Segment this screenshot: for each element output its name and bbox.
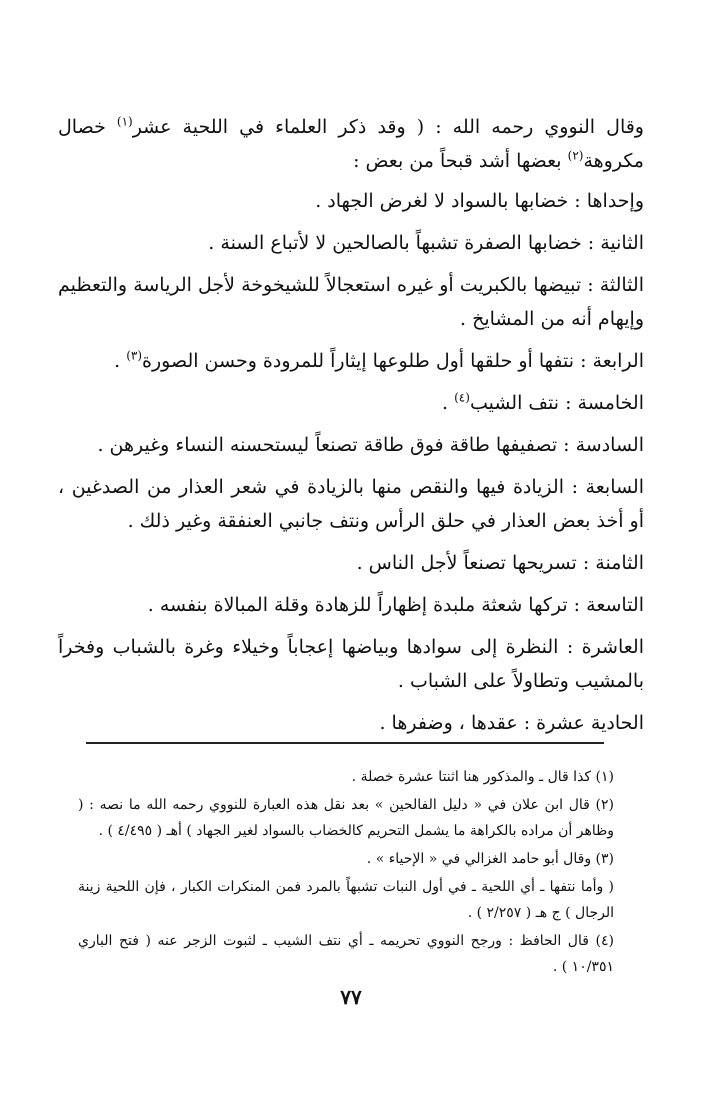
footnote: (٣) وقال أبو حامد الغزالي في « الإحياء » . [366, 851, 614, 867]
footnote: (٢) قال ابن علان في « دليل الفالحين » بعد نقل هذه العبارة للنووي رحمه الله ما نصه : ( وظاهر أن مراده بالكراهة ما يشمل التحريم كالخضاب بالسواد لغير الجهاد ) أهـ ( ٤/٤٩٥ ) . [78, 797, 614, 839]
item-paragraph: الثالثة : تبيضها بالكبريت أو غيره استعجالاً للشيخوخة لأجل الرياسة والتعظيم وإيهام أنه من المشايخ . [58, 274, 644, 330]
item-paragraph: الثانية : خضابها الصفرة تشبهاً بالصالحين لا لأتباع السنة . [208, 232, 644, 254]
footnote-ref-1[interactable]: (١) [116, 114, 133, 129]
intro-text-end: بعضها أشد قبحاً من بعض : [353, 150, 568, 172]
footnote-ref-4[interactable]: (٤) [454, 390, 470, 405]
item-paragraph: التاسعة : تركها شعثة ملبدة إظهاراً للزهادة وقلة المبالاة بنفسه . [147, 594, 644, 616]
page-number: ٧٧ [340, 985, 362, 1009]
intro-paragraph [58, 110, 644, 178]
item-text-end: . [442, 392, 455, 414]
item-paragraph: العاشرة : النظرة إلى سوادها وبياضها إعجاباً وخيلاء وغرة بالشباب وفخراً بالمشيب وتطاولاً على الشباب . [58, 636, 644, 692]
item-paragraph: السابعة : الزيادة فيها والنقص منها بالزيادة في شعر العذار من الصدغين ، أو أخذ بعض العذار في حلق الرأس ونتف جانبي العنفقة وغير ذلك . [58, 476, 644, 532]
item-text: الرابعة : نتفها أو حلقها أول طلوعها إيثاراً للمرودة وحسن الصورة [142, 350, 644, 372]
main-text [58, 110, 644, 748]
footnote-ref-3[interactable]: (٣) [126, 348, 143, 363]
item-paragraph: وإحداها : خضابها بالسواد لا لغرض الجهاد . [315, 190, 644, 212]
item-text: الخامسة : نتف الشيب [469, 392, 644, 414]
footnote: (١) كذا قال ـ والمذكور هنا اثنتا عشرة خصلة . [351, 769, 614, 785]
item-paragraph: الثامنة : تسريحها تصنعاً لأجل الناس . [356, 552, 644, 574]
item-paragraph [58, 344, 644, 378]
item-paragraph: الحادية عشرة : عقدها ، وضفرها . [379, 712, 644, 734]
item-paragraph: السادسة : تصفيفها طاقة فوق طاقة تصنعاً ليستحسنه النساء وغيرهن . [97, 434, 644, 456]
footnote-ref-2[interactable]: (٢) [567, 148, 584, 163]
footnotes [78, 764, 614, 982]
footnote: ( وأما نتفها ـ أي اللحية ـ في أول النبات تشبهاً بالمرد فمن المنكرات الكبار ، فإن اللحية زينة الرجال ) ج هـ ( ٢/٢٥٧ ) . [78, 879, 614, 921]
intro-text-continued: خصال مكروهة [58, 116, 644, 172]
item-text-end: . [114, 350, 127, 372]
footnote-divider [86, 742, 604, 744]
item-paragraph [58, 386, 644, 420]
footnote: (٤) قال الحافظ : ورجح النووي تحريمه ـ أي نتف الشيب ـ لثبوت الزجر عنه ( فتح الباري ١٠/٣٥١ ) . [78, 933, 614, 975]
intro-text: وقال النووي رحمه الله : ( وقد ذكر العلماء في اللحية عشر [132, 116, 644, 138]
